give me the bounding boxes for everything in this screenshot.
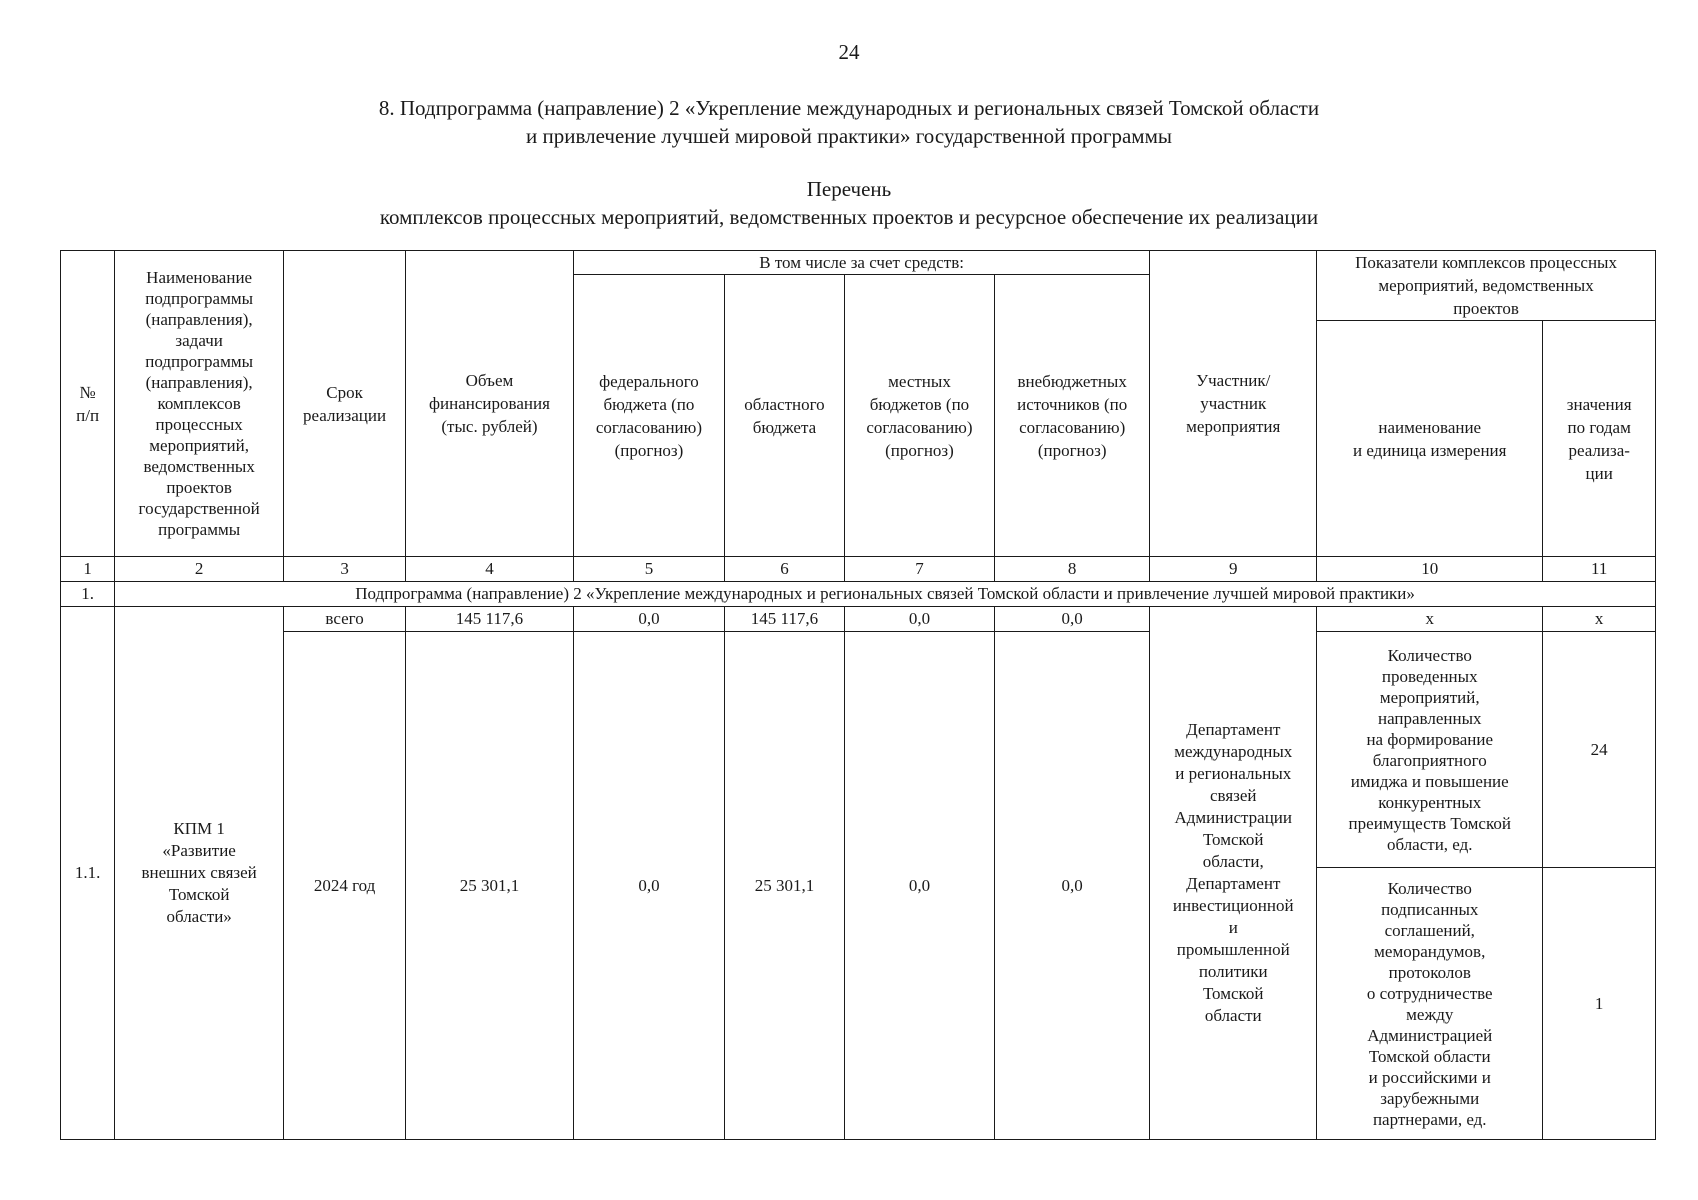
section-num: 1. — [61, 582, 115, 607]
column-number: 10 — [1317, 557, 1543, 582]
year-term: 2024 год — [284, 632, 406, 1140]
total-term: всего — [284, 607, 406, 632]
heading-line-2: и привлечение лучшей мировой практики» государственной программы — [526, 124, 1172, 148]
column-number: 6 — [725, 557, 845, 582]
total-federal: 0,0 — [573, 607, 724, 632]
column-number: 5 — [573, 557, 724, 582]
year-local: 0,0 — [844, 632, 994, 1140]
indicator-value: 24 — [1543, 632, 1656, 868]
header-num: № п/п — [61, 251, 115, 557]
year-regional: 25 301,1 — [725, 632, 845, 1140]
header-term: Срок реализации — [284, 251, 406, 557]
total-local: 0,0 — [844, 607, 994, 632]
header-indicator-values: значения по годам реализа- ции — [1543, 321, 1656, 557]
header-extra: внебюджетных источников (по согласованию) (прогноз) — [995, 275, 1150, 557]
item-name: КПМ 1 «Развитие внешних связей Томской области» — [115, 607, 284, 1140]
subprogram-heading — [0, 94, 1698, 150]
total-indicator-name: х — [1317, 607, 1543, 632]
total-indicator-value: х — [1543, 607, 1656, 632]
indicator-name: Количество подписанных соглашений, меморандумов, протоколов о сотрудничестве между Администрацией Томской области и российскими и зарубежными партнерами, ед. — [1317, 868, 1543, 1140]
indicator-name: Количество проведенных мероприятий, направленных на формирование благоприятного имиджа и повышение конкурентных преимуществ Томской области, ед. — [1317, 632, 1543, 868]
column-number: 9 — [1150, 557, 1317, 582]
column-number: 7 — [844, 557, 994, 582]
section-title: Подпрограмма (направление) 2 «Укрепление международных и региональных связей Томской области и привлечение лучшей мировой практики» — [115, 582, 1656, 607]
year-row — [61, 632, 1656, 868]
column-number-row — [61, 557, 1656, 582]
header-indicator-name: наименование и единица измерения — [1317, 321, 1543, 557]
page-number: 24 — [838, 40, 860, 64]
header-volume: Объем финансирования (тыс. рублей) — [406, 251, 574, 557]
total-regional: 145 117,6 — [725, 607, 845, 632]
section-row — [61, 582, 1656, 607]
total-row — [61, 607, 1656, 632]
total-volume: 145 117,6 — [406, 607, 574, 632]
heading-line-4: комплексов процессных мероприятий, ведомственных проектов и ресурсное обеспечение их реализации — [379, 205, 1319, 229]
indicator-value: 1 — [1543, 868, 1656, 1140]
column-number: 8 — [995, 557, 1150, 582]
header-indicators: Показатели комплексов процессных мероприятий, ведомственных проектов — [1317, 251, 1656, 321]
header-including: В том числе за счет средств: — [573, 251, 1149, 275]
heading-line-1: 8. Подпрограмма (направление) 2 «Укрепление международных и региональных связей Томской области — [378, 96, 1320, 120]
header-local: местных бюджетов (по согласованию) (прогноз) — [844, 275, 994, 557]
column-number: 11 — [1543, 557, 1656, 582]
heading-line-3: Перечень — [806, 177, 892, 201]
item-participant: Департамент международных и региональных связей Администрации Томской области, Департамент инвестиционной и промышленной политики Томской области — [1150, 607, 1317, 1140]
column-number: 2 — [115, 557, 284, 582]
item-num: 1.1. — [61, 607, 115, 1140]
total-extra: 0,0 — [995, 607, 1150, 632]
header-regional: областного бюджета — [725, 275, 845, 557]
header-federal: федерального бюджета (по согласованию) (прогноз) — [573, 275, 724, 557]
header-participant: Участник/ участник мероприятия — [1150, 251, 1317, 557]
year-federal: 0,0 — [573, 632, 724, 1140]
year-extra: 0,0 — [995, 632, 1150, 1140]
header-name: Наименование подпрограммы (направления), задачи подпрограммы (направления), комплексов процессных мероприятий, ведомственных проектов государственной программы — [115, 251, 284, 557]
column-number: 3 — [284, 557, 406, 582]
header-row-1 — [61, 251, 1656, 275]
year-volume: 25 301,1 — [406, 632, 574, 1140]
column-number: 1 — [61, 557, 115, 582]
program-table — [60, 250, 1656, 1140]
list-heading — [0, 175, 1698, 231]
column-number: 4 — [406, 557, 574, 582]
